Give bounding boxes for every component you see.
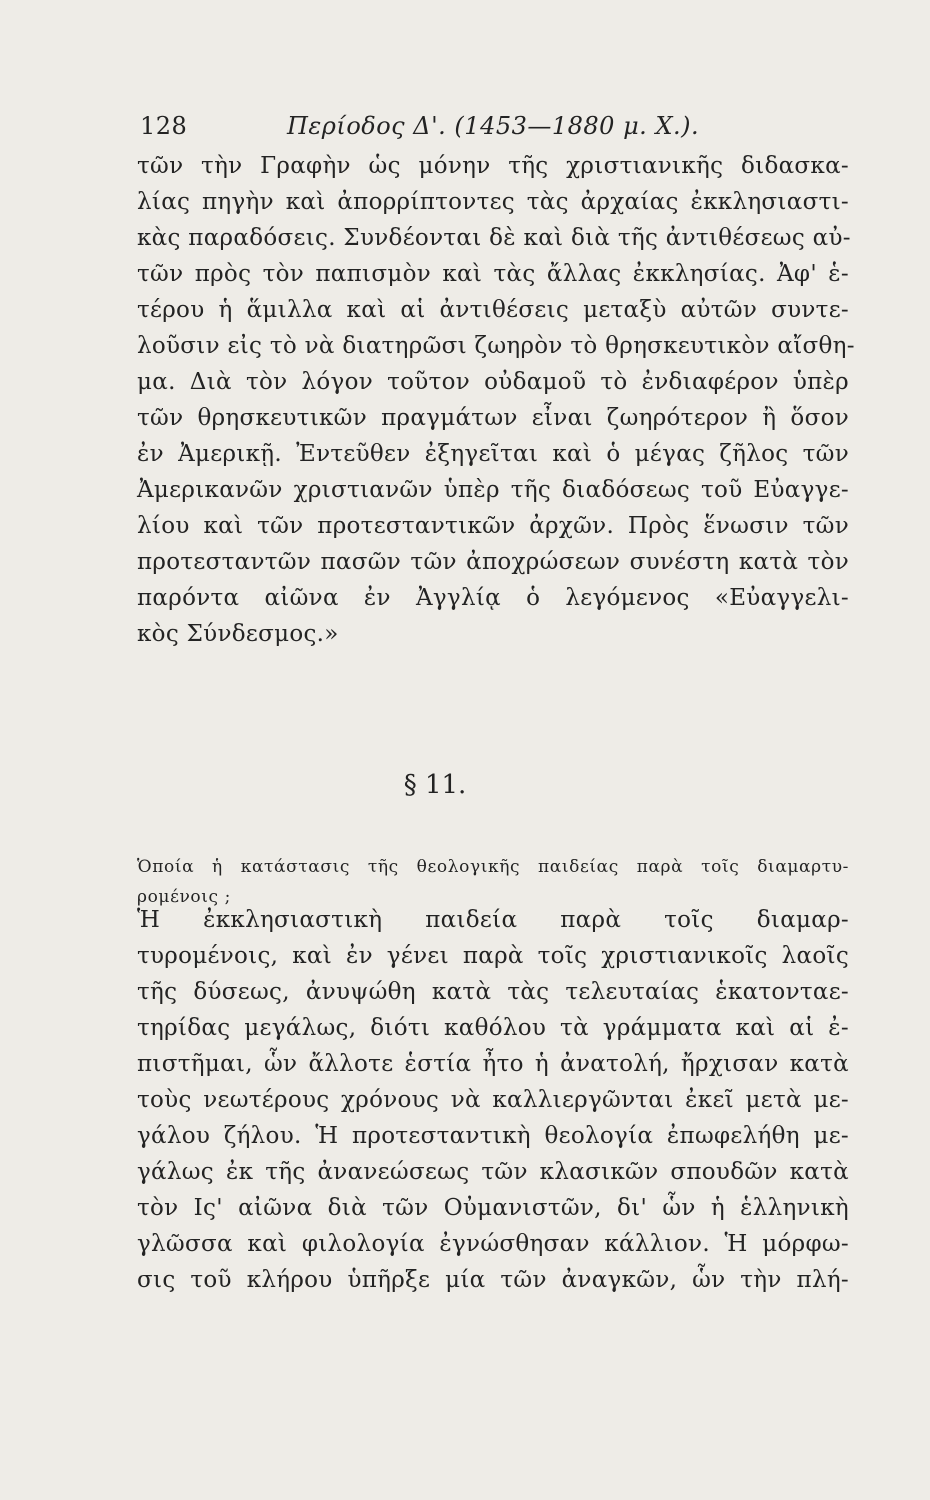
text-line: τέρου ἡ ἅμιλλα καὶ αἱ ἀντιθέσεις μεταξὺ αὐτῶν συντε-: [137, 297, 849, 323]
text-line: Ἡ ἐκκλησιαστικὴ παιδεία παρὰ τοῖς διαμαρ-: [137, 907, 849, 933]
text-line: τῆς δύσεως, ἀνυψώθη κατὰ τὰς τελευταίας ἑκατονταε-: [137, 979, 849, 1005]
text-line: λίου καὶ τῶν προτεσταντικῶν ἀρχῶν. Πρὸς ἕνωσιν τῶν: [137, 513, 849, 539]
question-line: ρομένοις ;: [137, 887, 231, 907]
paragraph-2: [137, 902, 849, 1298]
text-line: Ἀμερικανῶν χριστιανῶν ὑπὲρ τῆς διαδόσεως τοῦ Εὐαγγε-: [137, 477, 849, 503]
text-line: λίας πηγὴν καὶ ἀπορρίπτοντες τὰς ἀρχαίας ἐκκλησιαστι-: [137, 189, 849, 215]
page-number: 128: [140, 112, 188, 140]
text-line: κὰς παραδόσεις. Συνδέονται δὲ καὶ διὰ τῆς ἀντιθέσεως αὐ-: [137, 225, 851, 251]
section-number: § 11.: [403, 770, 467, 800]
text-line: λοῦσιν εἰς τὸ νὰ διατηρῶσι ζωηρὸν τὸ θρησκευτικὸν αἴσθη-: [137, 333, 855, 359]
text-line: σις τοῦ κλήρου ὑπῆρξε μία τῶν ἀναγκῶν, ὧν τὴν πλή-: [137, 1267, 849, 1293]
text-line: γάλου ζήλου. Ἡ προτεσταντικὴ θεολογία ἐπωφελήθη με-: [137, 1123, 849, 1149]
text-line: τοὺς νεωτέρους χρόνους νὰ καλλιεργῶνται ἐκεῖ μετὰ με-: [137, 1087, 849, 1113]
text-line: κὸς Σύνδεσμος.»: [137, 621, 339, 647]
text-line: γλῶσσα καὶ φιλολογία ἐγνώσθησαν κάλλιον. Ἡ μόρφω-: [137, 1231, 849, 1257]
text-line: πιστῆμαι, ὧν ἄλλοτε ἑστία ἦτο ἡ ἀνατολή, ἤρχισαν κατὰ: [137, 1051, 849, 1077]
text-line: τῶν τὴν Γραφὴν ὡς μόνην τῆς χριστιανικῆς διδασκα-: [137, 153, 849, 179]
text-line: τῶν θρησκευτικῶν πραγμάτων εἶναι ζωηρότερον ἢ ὅσον: [137, 405, 849, 431]
text-line: γάλως ἐκ τῆς ἀνανεώσεως τῶν κλασικῶν σπουδῶν κατὰ: [137, 1159, 849, 1185]
text-line: τυρομένοις, καὶ ἐν γένει παρὰ τοῖς χριστιανικοῖς λαοῖς: [137, 943, 849, 969]
running-head: [140, 112, 860, 148]
text-line: τηρίδας μεγάλως, διότι καθόλου τὰ γράμματα καὶ αἱ ἐ-: [137, 1015, 849, 1041]
running-title: Περίοδος Δ'. (1453—1880 μ. Χ.).: [287, 112, 700, 140]
section-heading: [0, 770, 930, 800]
text-line: τῶν πρὸς τὸν παπισμὸν καὶ τὰς ἄλλας ἐκκλησίας. Ἀφ' ἑ-: [137, 261, 849, 287]
question-line: Ὁποία ἡ κατάστασις τῆς θεολογικῆς παιδείας παρὰ τοῖς διαμαρτυ-: [137, 857, 849, 877]
text-line: προτεσταντῶν πασῶν τῶν ἀποχρώσεων συνέστη κατὰ τὸν: [137, 549, 849, 575]
text-line: μα. Διὰ τὸν λόγον τοῦτον οὐδαμοῦ τὸ ἐνδιαφέρον ὑπὲρ: [137, 369, 849, 395]
text-line: ἐν Ἀμερικῇ. Ἐντεῦθεν ἐξηγεῖται καὶ ὁ μέγας ζῆλος τῶν: [137, 441, 849, 467]
paragraph-1: [137, 148, 855, 652]
text-line: τὸν Ις' αἰῶνα διὰ τῶν Οὐμανιστῶν, δι' ὧν ἡ ἑλληνικὴ: [137, 1195, 849, 1221]
text-line: παρόντα αἰῶνα ἐν Ἀγγλίᾳ ὁ λεγόμενος «Εὐαγγελι-: [137, 585, 849, 611]
